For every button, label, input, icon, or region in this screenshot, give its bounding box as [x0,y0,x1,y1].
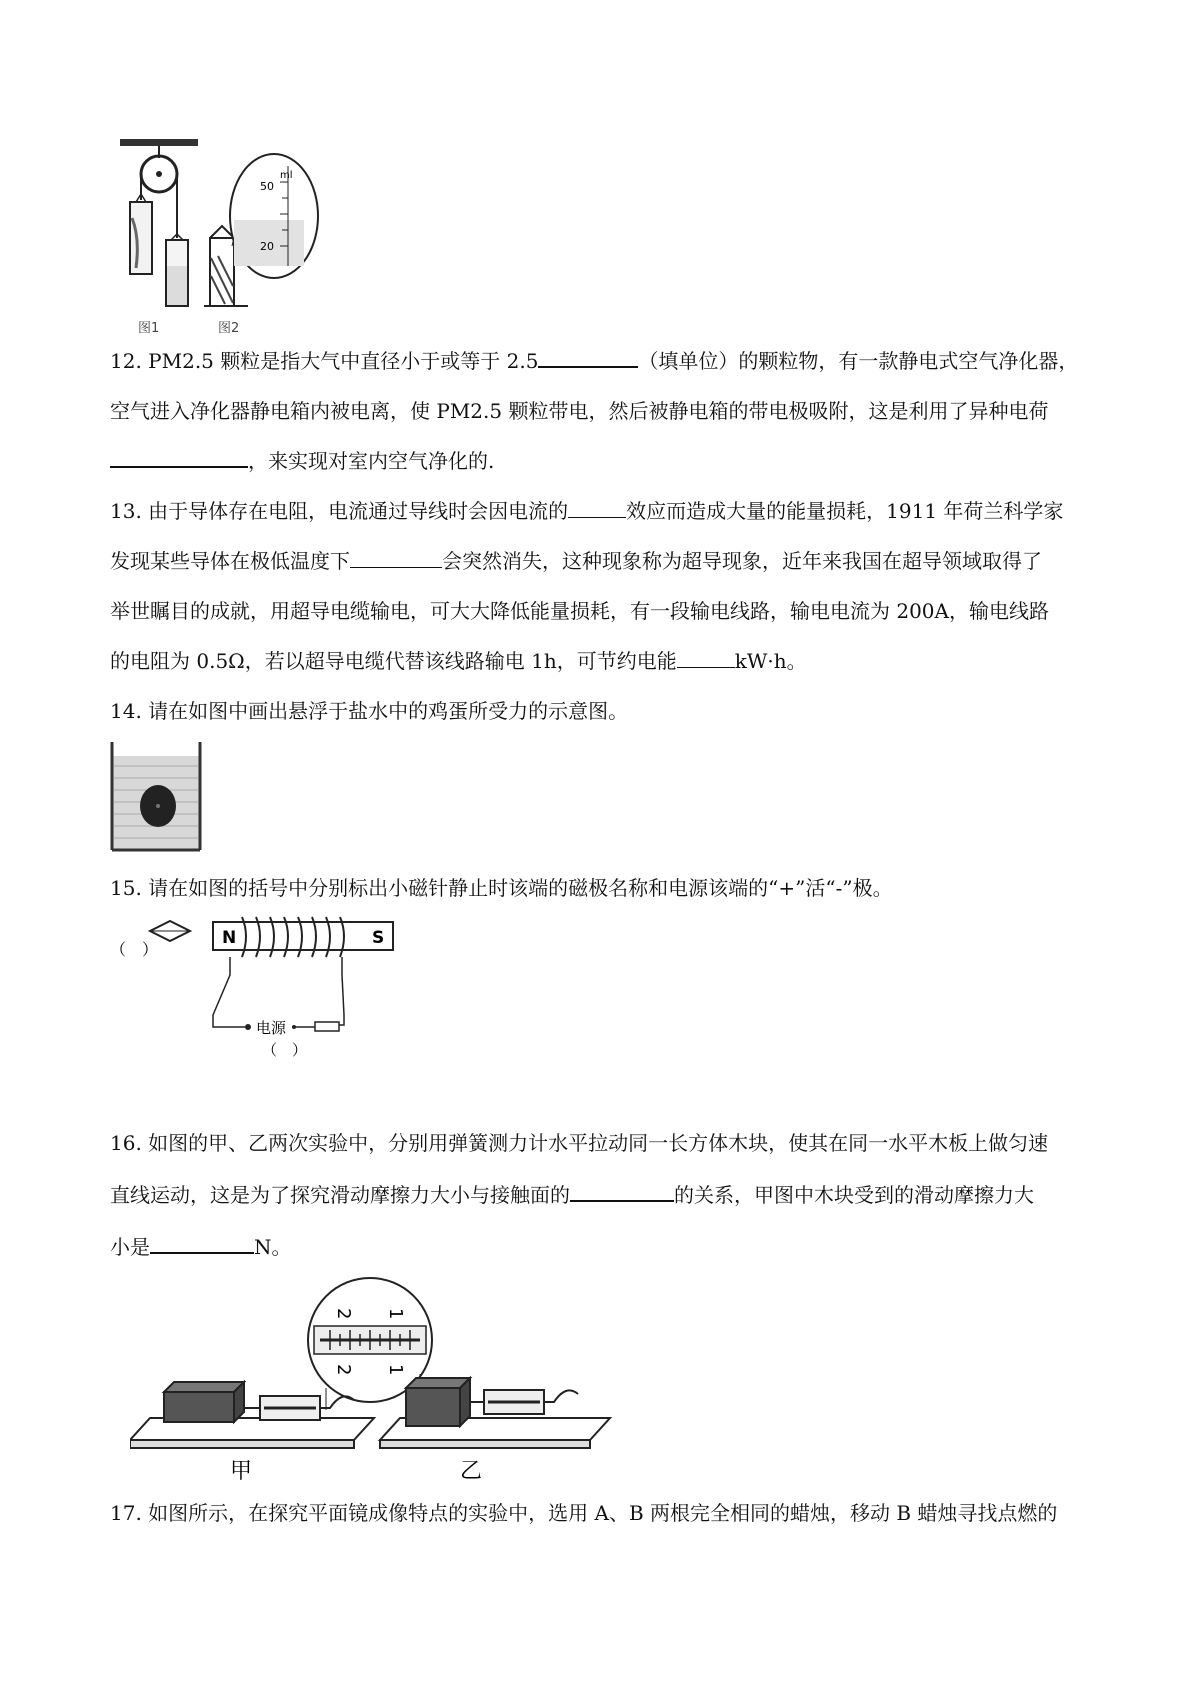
q16-text-d: N。 [254,1235,292,1259]
fig2-label: 图2 [218,321,240,336]
scale-unit: ml [280,170,293,181]
q13-text-c: 发现某些导体在极低温度下 [110,549,350,573]
q12-text-a: 12. PM2.5 颗粒是指大气中直径小于或等于 2.5 [110,349,539,373]
q16-line-1: 16. 如图的甲、乙两次实验中，分别用弹簧测力计水平拉动同一长方体木块，使其在同一水平木板上做匀速 [110,1131,1049,1155]
scale-low: 20 [260,240,274,253]
q16-line-3 [110,1232,292,1262]
q12-figure [110,138,350,338]
pole-n: N [222,928,237,948]
fig1-label: 图1 [138,321,160,336]
label-jia: 甲 [230,1459,253,1480]
q12-line-1 [110,346,1078,376]
q13-blank-resistance[interactable] [350,549,442,568]
q13-line-4 [110,646,807,676]
q14-text: 14. 请在如图中画出悬浮于盐水中的鸡蛋所受力的示意图。 [110,699,629,723]
zoom-scale-1a: 1 [385,1308,406,1320]
q13-line-2 [110,546,1042,576]
scale-top: 50 [260,180,274,193]
source-label: 电源 [256,1019,287,1037]
q16-text-a: 直线运动，这是为了探究滑动摩擦力大小与接触面的 [110,1183,570,1207]
q12-text-c: ，来实现对室内空气净化的. [248,449,495,473]
pole-s: S [372,928,385,948]
q13-blank-energy[interactable] [677,649,735,668]
q16-text-c: 小是 [110,1235,150,1259]
q13-line-1 [110,496,1063,526]
q13-line-3: 举世瞩目的成就，用超导电缆输电，可大大降低能量损耗，有一段输电线路，输电电流为 200A，输电线路 [110,599,1049,623]
zoom-scale-1b: 1 [385,1364,406,1376]
q13-text-d: 会突然消失，这种现象称为超导现象，近年来我国在超导领域取得了 [442,549,1042,573]
q13-text-f: kW·h。 [734,649,807,673]
q15-text: 15. 请在如图的括号中分别标出小磁针静止时该端的磁极名称和电源该端的“+”活“-”极。 [110,876,893,900]
label-yi: 乙 [460,1459,483,1480]
q12-blank-unit[interactable] [538,348,638,368]
q12-line-3 [110,446,494,476]
q13-text-e: 的电阻为 0.5Ω，若以超导电缆代替该线路输电 1h，可节约电能 [110,649,677,673]
q14-figure-beaker [110,740,204,852]
q17-line-1: 17. 如图所示，在探究平面镜成像特点的实验中，选用 A、B 两根完全相同的蜡烛，移动 B 蜡烛寻找点燃的 [110,1501,1058,1525]
source-bracket: （ ） [262,1041,308,1059]
zoom-scale-2a: 2 [333,1308,354,1320]
q12-blank-charge[interactable] [110,448,248,468]
q16-figure-friction [130,1270,670,1480]
q13-blank-effect[interactable] [568,499,626,518]
q16-blank-force[interactable] [150,1234,254,1254]
q16-blank-surface[interactable] [570,1182,674,1202]
needle-bracket: （ ） [110,940,159,959]
q12-line-2: 空气进入净化器静电箱内被电离，使 PM2.5 颗粒带电，然后被静电箱的带电极吸附，这是利用了异种电荷 [110,399,1049,423]
q12-text-b: （填单位）的颗粒物，有一款静电式空气净化器， [638,349,1079,373]
q15-figure-circuit [110,915,410,1060]
q13-text-b: 效应而造成大量的能量损耗，1911 年荷兰科学家 [626,499,1064,523]
q13-text-a: 13. 由于导体存在电阻，电流通过导线时会因电流的 [110,499,569,523]
q16-text-b: 的关系，甲图中木块受到的滑动摩擦力大 [674,1183,1034,1207]
zoom-scale-2b: 2 [333,1364,354,1376]
q16-line-2 [110,1180,1034,1210]
